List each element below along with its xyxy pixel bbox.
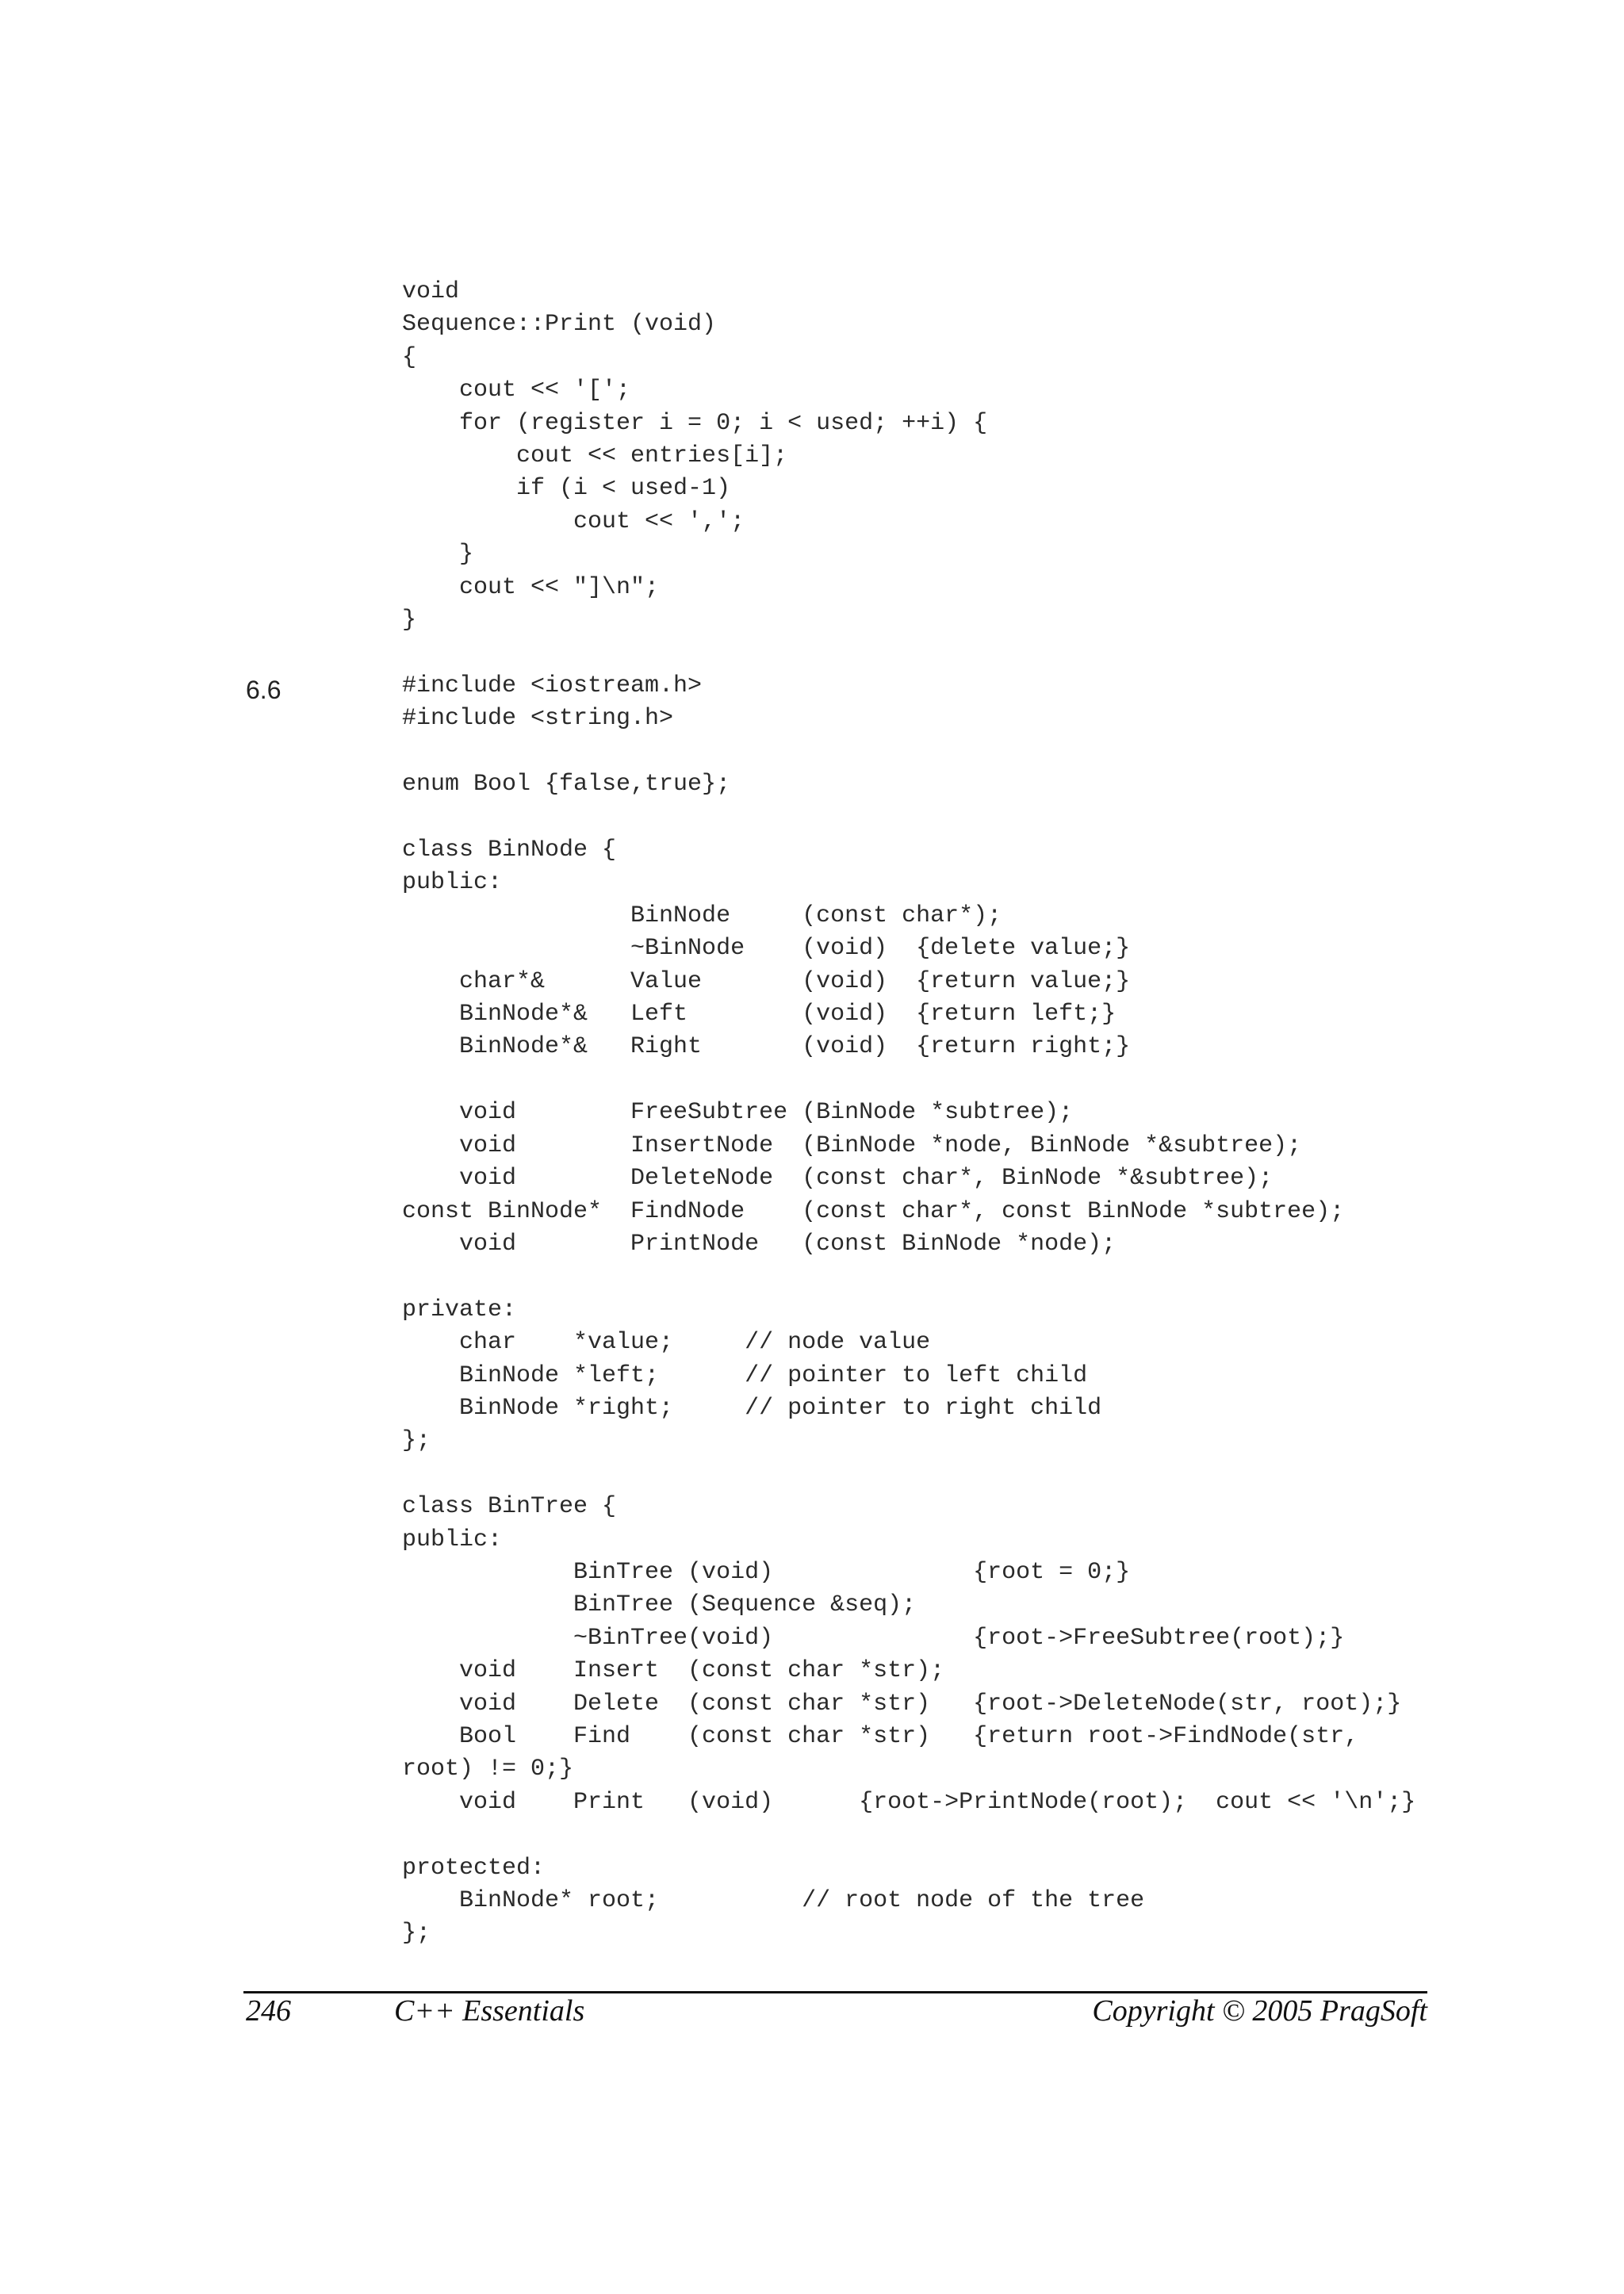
- footer-book-title: C++ Essentials: [394, 1994, 585, 2028]
- code-listing-bintree: #include <iostream.h> #include <string.h> enum Bool {false,true}; class BinNode { public: BinNode (const char*); ~BinNode (void) {delete value;} char*& Value (void) {return value;} BinNode*& Left (void) {return left;} BinNode*& Right (void) {return right;} void FreeSubtree (BinNode *subtree); void InsertNode (BinNode *node, BinNode *&subtree); void DeleteNode (const char*, BinNode *&subtree); const BinNode* FindNode (const char*, const BinNode *subtree); void PrintNode (const BinNode *node); private: char *value; // node value BinNode *left; // pointer to left child BinNode *right; // pointer to right child }; class BinTree { public: BinTree (void) {root = 0;} BinTree (Sequence &seq); ~BinTree(void) {root->FreeSubtree(root);} void Insert (const char *str); void Delete (const char *str) {root->DeleteNode(str, root);} Bool Find (const char *str) {return root->FindNode(str, root) != 0;} void Print (void) {root->PrintNode(root); cout << '\n';} protected: BinNode* root; // root node of the tree };: [402, 672, 1416, 1947]
- code-listing-sequence-print: void Sequence::Print (void) { cout << '['; for (register i = 0; i < used; ++i) { cout << entries[i]; if (i < used-1) cout << ','; } cout << "]\n"; }: [402, 278, 988, 634]
- section-number: 6.6: [246, 676, 282, 704]
- footer-page-number: 246: [246, 1994, 291, 2028]
- footer-copyright: Copyright © 2005 PragSoft: [1092, 1994, 1427, 2028]
